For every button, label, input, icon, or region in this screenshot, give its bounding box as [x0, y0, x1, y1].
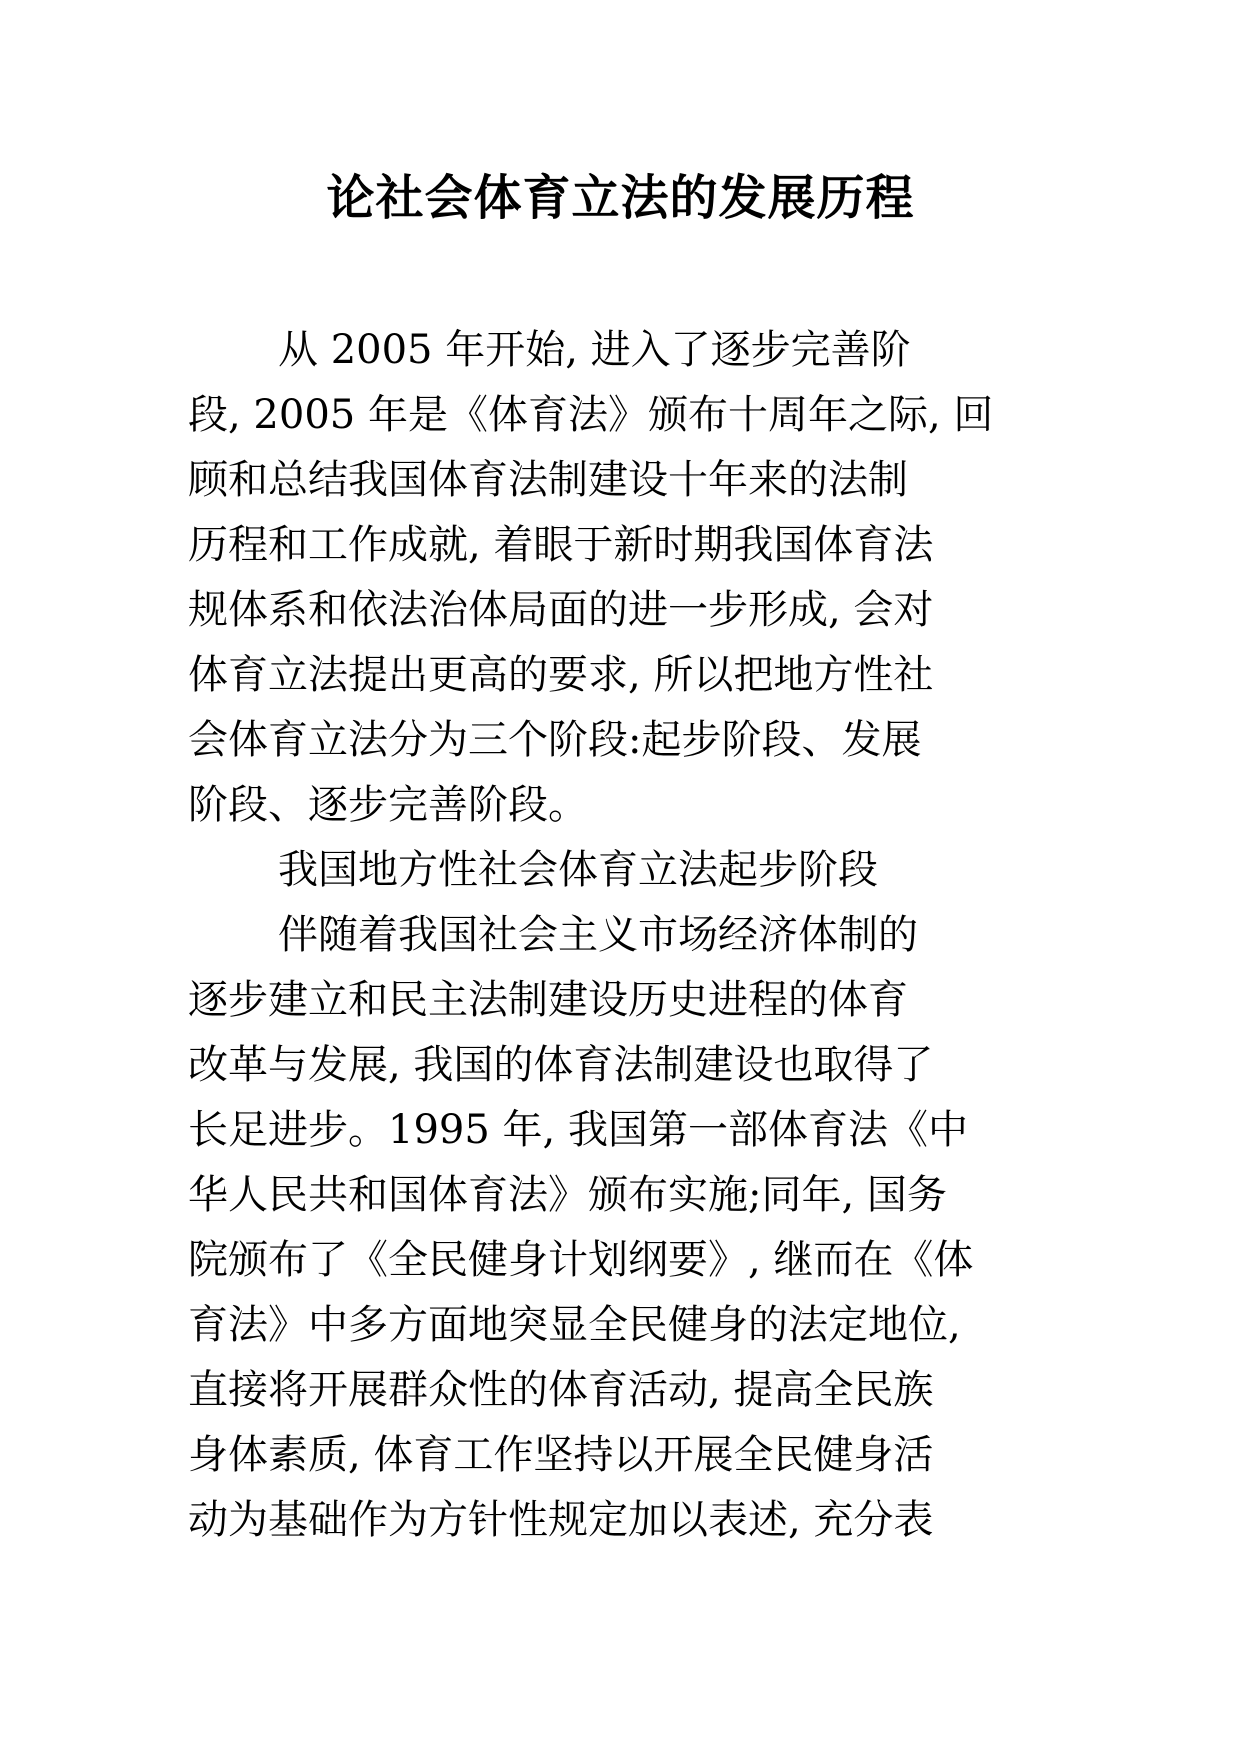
paragraph-line: 长足进步。1995 年, 我国第一部体育法《中 — [188, 1107, 968, 1153]
paragraph-line: 身体素质, 体育工作坚持以开展全民健身活 — [188, 1432, 934, 1478]
paragraph-line: 逐步建立和民主法制建设历史进程的体育 — [188, 977, 908, 1023]
paragraph-line: 从 2005 年开始, 进入了逐步完善阶 — [278, 327, 911, 373]
paragraph-line: 顾和总结我国体育法制建设十年来的法制 — [188, 457, 908, 503]
section-heading: 我国地方性社会体育立法起步阶段 — [278, 847, 878, 893]
paragraph-line: 伴随着我国社会主义市场经济体制的 — [278, 912, 918, 958]
paragraph-line: 体育立法提出更高的要求, 所以把地方性社 — [188, 652, 934, 698]
paragraph-line: 华人民共和国体育法》颁布实施;同年, 国务 — [188, 1172, 947, 1218]
document-title: 论社会体育立法的发展历程 — [326, 170, 915, 226]
paragraph-line: 院颁布了《全民健身计划纲要》, 继而在《体 — [188, 1237, 974, 1283]
paragraph-line: 历程和工作成就, 着眼于新时期我国体育法 — [188, 522, 934, 568]
paragraph-line: 直接将开展群众性的体育活动, 提高全民族 — [188, 1367, 934, 1413]
paragraph-line: 阶段、逐步完善阶段。 — [188, 782, 588, 828]
paragraph-line: 段, 2005 年是《体育法》颁布十周年之际, 回 — [188, 392, 994, 438]
paragraph-line: 动为基础作为方针性规定加以表述, 充分表 — [188, 1497, 934, 1543]
paragraph-line: 会体育立法分为三个阶段:起步阶段、发展 — [188, 717, 922, 763]
paragraph-line: 规体系和依法治体局面的进一步形成, 会对 — [188, 587, 934, 633]
document-body — [188, 318, 1054, 1553]
paragraph-line: 育法》中多方面地突显全民健身的法定地位, — [188, 1302, 961, 1348]
paragraph-line: 改革与发展, 我国的体育法制建设也取得了 — [188, 1042, 934, 1088]
